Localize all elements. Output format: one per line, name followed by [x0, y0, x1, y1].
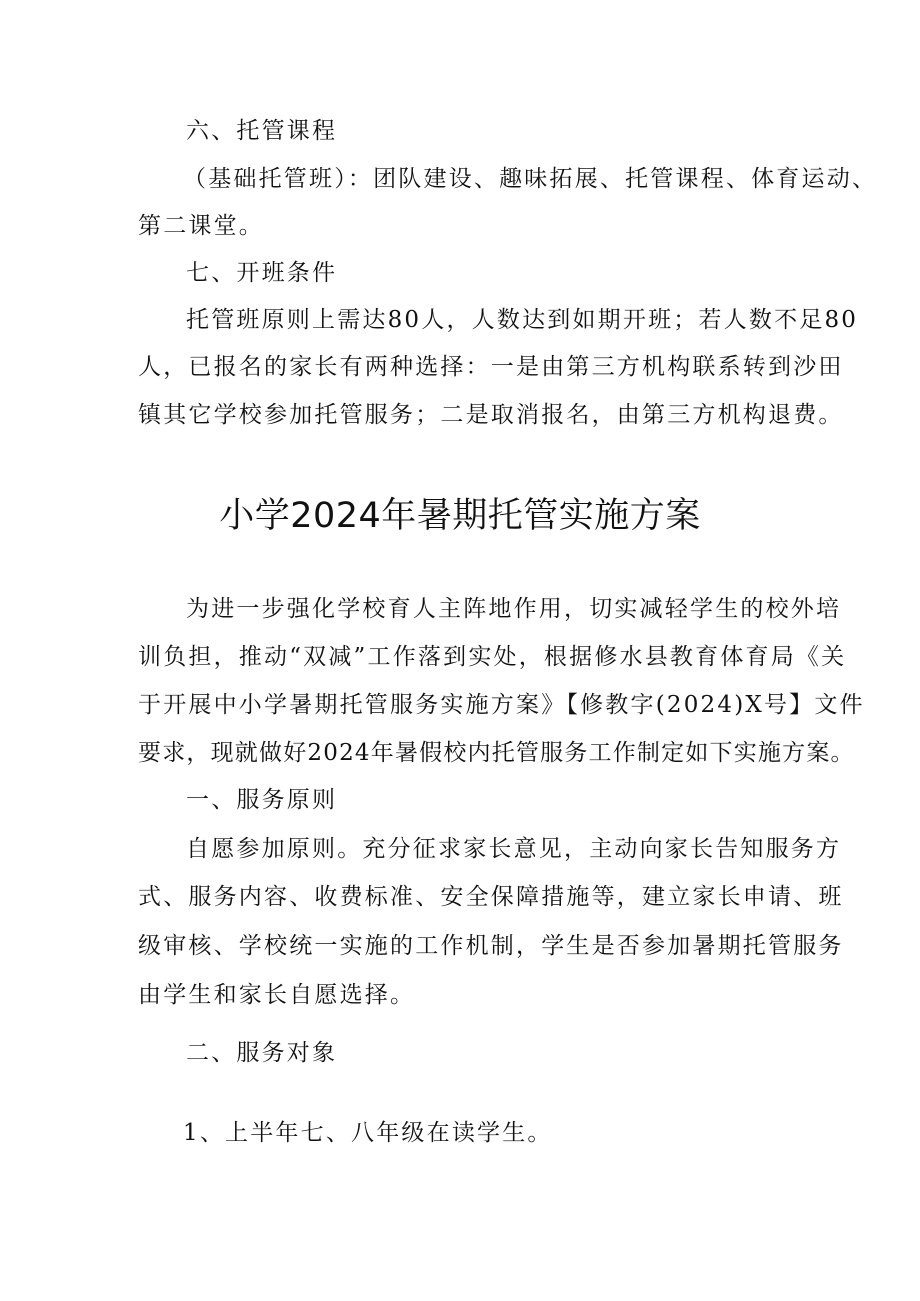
section-7-line-2: 人，已报名的家长有两种选择：一是由第三方机构联系转到沙田 — [138, 354, 844, 380]
document-title: 小学2024年暑期托管实施方案 — [219, 496, 701, 536]
section-6-heading: 六、托管课程 — [186, 118, 338, 144]
section-7-line-3: 镇其它学校参加托管服务；二是取消报名，由第三方机构退费。 — [138, 402, 844, 428]
part-2-item-1: 1、上半年七、八年级在读学生。 — [183, 1120, 553, 1146]
section-7-line-1: 托管班原则上需达80人，人数达到如期开班；若人数不足80 — [186, 307, 859, 333]
intro-line-3: 于开展中小学暑期托管服务实施方案》【修教字(2024)X号】文件 — [138, 692, 865, 718]
part-1-line-2: 式、服务内容、收费标准、安全保障措施等，建立家长申请、班 — [138, 884, 844, 910]
section-6-line-2: 第二课堂。 — [138, 213, 264, 239]
intro-line-4: 要求，现就做好2024年暑假校内托管服务工作制定如下实施方案。 — [138, 740, 855, 766]
part-1-heading: 一、服务原则 — [186, 787, 338, 813]
section-6-line-1: （基础托管班）：团队建设、趣味拓展、托管课程、体育运动、 — [183, 166, 878, 192]
intro-line-1: 为进一步强化学校育人主阵地作用，切实减轻学生的校外培 — [186, 596, 842, 622]
part-1-line-1: 自愿参加原则。充分征求家长意见，主动向家长告知服务方 — [186, 836, 842, 862]
section-7-heading: 七、开班条件 — [186, 260, 338, 286]
intro-line-2: 训负担，推动“双减”工作落到实处，根据修水县教育体育局《关 — [138, 644, 847, 670]
part-2-heading: 二、服务对象 — [186, 1040, 338, 1066]
part-1-line-4: 由学生和家长自愿选择。 — [138, 982, 416, 1008]
part-1-line-3: 级审核、学校统一实施的工作机制，学生是否参加暑期托管服务 — [138, 933, 844, 959]
